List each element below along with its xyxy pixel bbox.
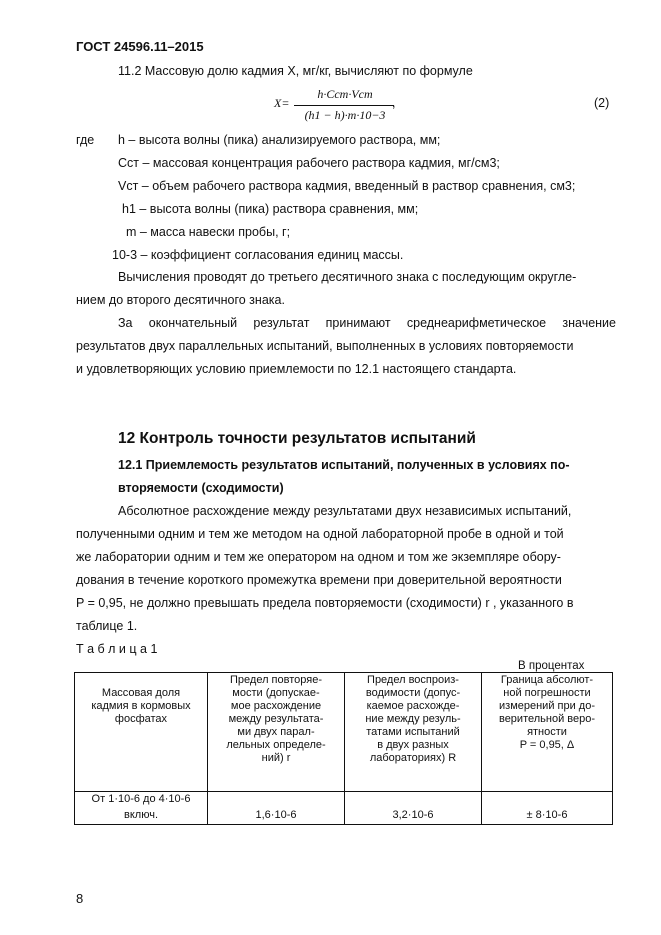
table-header-row bbox=[75, 673, 613, 792]
header-reproducibility: Предел воспроиз- водимости (допус- каемое расхожде- ние между резуль- татами испытаний в двух разных лабораториях) R bbox=[345, 673, 482, 792]
cell-range: От 1·10-6 до 4·10-6 включ. bbox=[75, 792, 208, 825]
equation-number: (2) bbox=[594, 96, 610, 110]
table-units: В процентах bbox=[518, 660, 585, 672]
text-line: и удовлетворяющих условию приемлемости по 12.1 настоящего стандарта. bbox=[76, 362, 517, 376]
cell-r: 1,6·10-6 bbox=[208, 792, 345, 825]
table-row bbox=[75, 792, 613, 825]
definition-c: Cст – массовая концентрация рабочего раствора кадмия, мг/см3; bbox=[118, 156, 500, 170]
formula-intro: 11.2 Массовую долю кадмия X, мг/кг, вычисляют по формуле bbox=[118, 64, 473, 78]
data-table bbox=[74, 672, 613, 825]
table-label: Т а б л и ц а 1 bbox=[76, 642, 158, 656]
definition-m: m – масса навески пробы, г; bbox=[126, 225, 291, 239]
text-line: же лаборатории одним и тем же оператором на одном и том же экземпляре обору- bbox=[76, 550, 561, 564]
calc-paragraph bbox=[76, 266, 616, 312]
header-repeatability: Предел повторяе- мости (допускае- мое расхождение между результата- ми двух парал- лельных определе- ний) r bbox=[208, 673, 345, 792]
definition-h1: h1 – высота волны (пика) раствора сравнения, мм; bbox=[122, 202, 419, 216]
text-line: Вычисления проводят до третьего десятичного знака с последующим округле- bbox=[118, 270, 577, 284]
text-line: полученными одним и тем же методом на одной лабораторной пробе в одной и той bbox=[76, 527, 564, 541]
formula-2 bbox=[270, 84, 400, 128]
text-line: вторяемости (сходимости) bbox=[118, 481, 284, 495]
formula-denominator: (h1 − h)·m·10−3 bbox=[304, 108, 386, 122]
text-line: дования в течение короткого промежутка времени при доверительной вероятности bbox=[76, 573, 562, 587]
text-line: Абсолютное расхождение между результатами двух независимых испытаний, bbox=[118, 504, 572, 518]
header-error-limit: Граница абсолют- ной погрешности измерений при до- верительной веро- ятности P = 0,95, Δ bbox=[482, 673, 613, 792]
text-line: 12.1 Приемлемость результатов испытаний, полученных в условиях по- bbox=[118, 458, 570, 472]
subsection-12-1-heading bbox=[76, 454, 616, 500]
definition-10: 10-3 – коэффициент согласования единиц массы. bbox=[112, 248, 404, 262]
final-paragraph bbox=[76, 312, 616, 381]
text-line: таблице 1. bbox=[76, 619, 138, 633]
subsection-12-1-body bbox=[76, 500, 616, 638]
cell-R: 3,2·10-6 bbox=[345, 792, 482, 825]
cell-delta: ± 8·10-6 bbox=[482, 792, 613, 825]
formula-trail: , bbox=[392, 96, 396, 110]
section-12-heading: 12 Контроль точности результатов испытаний bbox=[118, 430, 476, 447]
page-number: 8 bbox=[76, 891, 84, 906]
definition-v: Vст – объем рабочего раствора кадмия, введенный в раствор сравнения, см3; bbox=[118, 179, 576, 193]
definition-h: h – высота волны (пика) анализируемого раствора, мм; bbox=[118, 133, 441, 147]
text-line: результатов двух параллельных испытаний, выполненных в условиях повторяемости bbox=[76, 339, 574, 353]
formula-lhs: X= bbox=[274, 96, 290, 110]
standard-header: ГОСТ 24596.11–2015 bbox=[76, 39, 204, 54]
header-mass-fraction: Массовая доля кадмия в кормовых фосфатах bbox=[75, 673, 208, 792]
text-line: P = 0,95, не должно превышать предела повторяемости (сходимости) r , указанного в bbox=[76, 596, 574, 610]
formula-numerator: h·Cст·Vст bbox=[317, 87, 373, 101]
where-label: где bbox=[76, 133, 95, 147]
text-line: За окончательный результат принимают среднеарифметическое значение bbox=[118, 316, 616, 330]
text-line: нием до второго десятичного знака. bbox=[76, 293, 285, 307]
fraction-bar bbox=[294, 105, 394, 106]
